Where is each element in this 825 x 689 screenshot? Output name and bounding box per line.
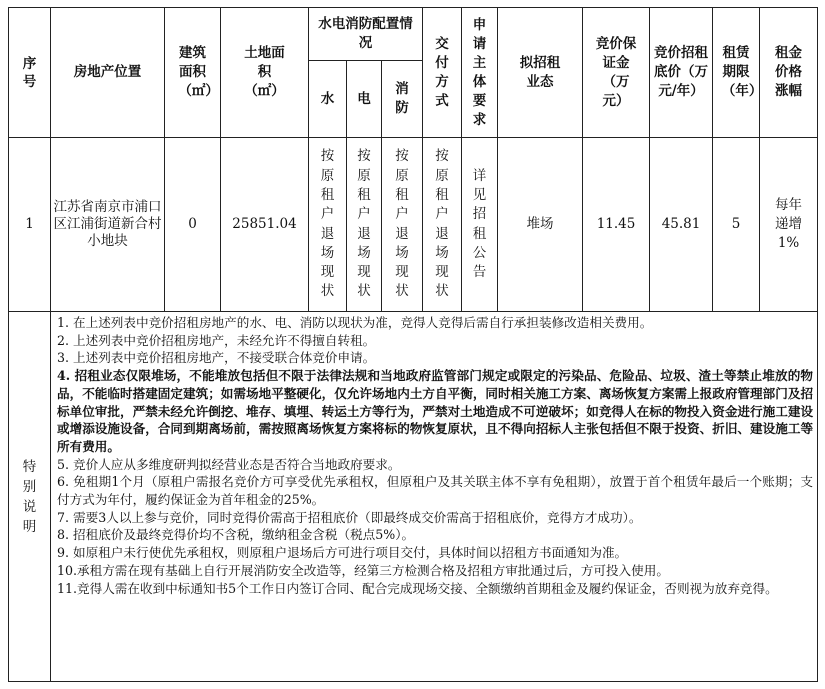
note-item: 1. 在上述列表中竞价招租房地产的水、电、消防以现状为准，竞得人竞得后需自行承担装修改造相关费用。 <box>57 315 653 330</box>
note-item: 6. 免租期1个月（原租户需报名竞价方可享受优先承租权，但原租户及其关联主体不享有免租期），放置于首个租赁年最后一个账期；支付方式为年付，履约保证金为首年租金的25%。 <box>57 474 814 508</box>
cell-applicant: 详见招租公告 <box>462 138 498 312</box>
header-business: 拟招租业态 <box>498 8 583 138</box>
note-item: 11.竞得人需在收到中标通知书5个工作日内签订合同、配合完成现场交接、全额缴纳首期租金及履约保证金，否则视为放弃竞得。 <box>57 580 778 596</box>
note-item: 8. 招租底价及最终竞得价均不含税，缴纳租金含税（税点5%）。 <box>57 527 415 543</box>
header-fire: 消防 <box>382 61 423 138</box>
cell-business: 堆场 <box>498 138 583 312</box>
header-building-area: 建筑面积（㎡） <box>165 8 221 138</box>
note-item: 10.承租方需在现有基础上自行开展消防安全改造等，经第三方检测合格及招租方审批通过后，方可投入使用。 <box>57 562 669 578</box>
cell-electric: 按原租户退场现状 <box>347 138 382 312</box>
cell-increase: 每年递增1% <box>760 138 818 312</box>
note-item: 4. 招租业态仅限堆场，不能堆放包括但不限于法律法规和当地政府监管部门规定或限定的污染品、危险品、垃圾、渣土等禁止堆放的物品，不能临时搭建固定建筑；如需场地平整硬化，仅允许场地内土方自平衡，同时相关施工方案、离场恢复方案需上报政府管理部门及招标单位审批，严禁未经允许倒挖、堆存、填埋、转运土方等行为，严禁对土地造成不可逆破坏；如竞得人在标的物投入资金进行施工建设或增添设施设备，合同到期离场前，需按照离场恢复方案将标的物恢复原状，且不得向招标人主张包括但不限于投资、折旧、建设施工等所有费用。 <box>57 368 814 454</box>
note-item: 7. 需要3人以上参与竞价，同时竞得价需高于招租底价（即最终成交价需高于招租底价，竞得方才成功）。 <box>57 509 642 525</box>
cell-delivery: 按原租户退场现状 <box>423 138 462 312</box>
header-deposit: 竞价保证金（万元） <box>583 8 650 138</box>
header-term: 租赁期限（年） <box>713 8 760 138</box>
note-item: 5. 竞价人应从多维度研判拟经营业态是否符合当地政府要求。 <box>57 456 401 472</box>
note-item: 2. 上述列表中竞价招租房地产，未经允许不得擅自转租。 <box>57 332 376 348</box>
header-delivery: 交付方式 <box>423 8 462 138</box>
cell-land-area: 25851.04 <box>221 138 309 312</box>
cell-building-area: 0 <box>165 138 221 312</box>
rental-table <box>8 7 818 682</box>
note-item: 9. 如原租户未行使优先承租权，则原租户退场后方可进行项目交付，具体时间以招租方书面通知为准。 <box>57 545 628 561</box>
header-utilities: 水电消防配置情况 <box>309 8 423 61</box>
header-increase: 租金价格涨幅 <box>760 8 818 138</box>
cell-term: 5 <box>713 138 760 312</box>
header-applicant: 申请主体要求 <box>462 8 498 138</box>
notes-cell <box>51 312 818 682</box>
rental-notice-sheet <box>8 7 817 682</box>
header-base-price: 竞价招租底价（万元/年） <box>650 8 713 138</box>
header-seq: 序号 <box>9 8 51 138</box>
cell-water: 按原租户退场现状 <box>309 138 347 312</box>
cell-base-price: 45.81 <box>650 138 713 312</box>
cell-deposit: 11.45 <box>583 138 650 312</box>
notes-label: 特别说明 <box>9 312 51 682</box>
table-row <box>9 138 818 312</box>
header-land-area: 土地面积（㎡） <box>221 8 309 138</box>
notes-list <box>57 314 813 597</box>
header-water: 水 <box>309 61 347 138</box>
header-location: 房地产位置 <box>51 8 165 138</box>
cell-location: 江苏省南京市浦口区江浦街道新合村小地块 <box>51 138 165 312</box>
cell-seq: 1 <box>9 138 51 312</box>
cell-fire: 按原租户退场现状 <box>382 138 423 312</box>
header-electric: 电 <box>347 61 382 138</box>
note-item: 3. 上述列表中竞价招租房地产，不接受联合体竞价申请。 <box>57 350 376 366</box>
